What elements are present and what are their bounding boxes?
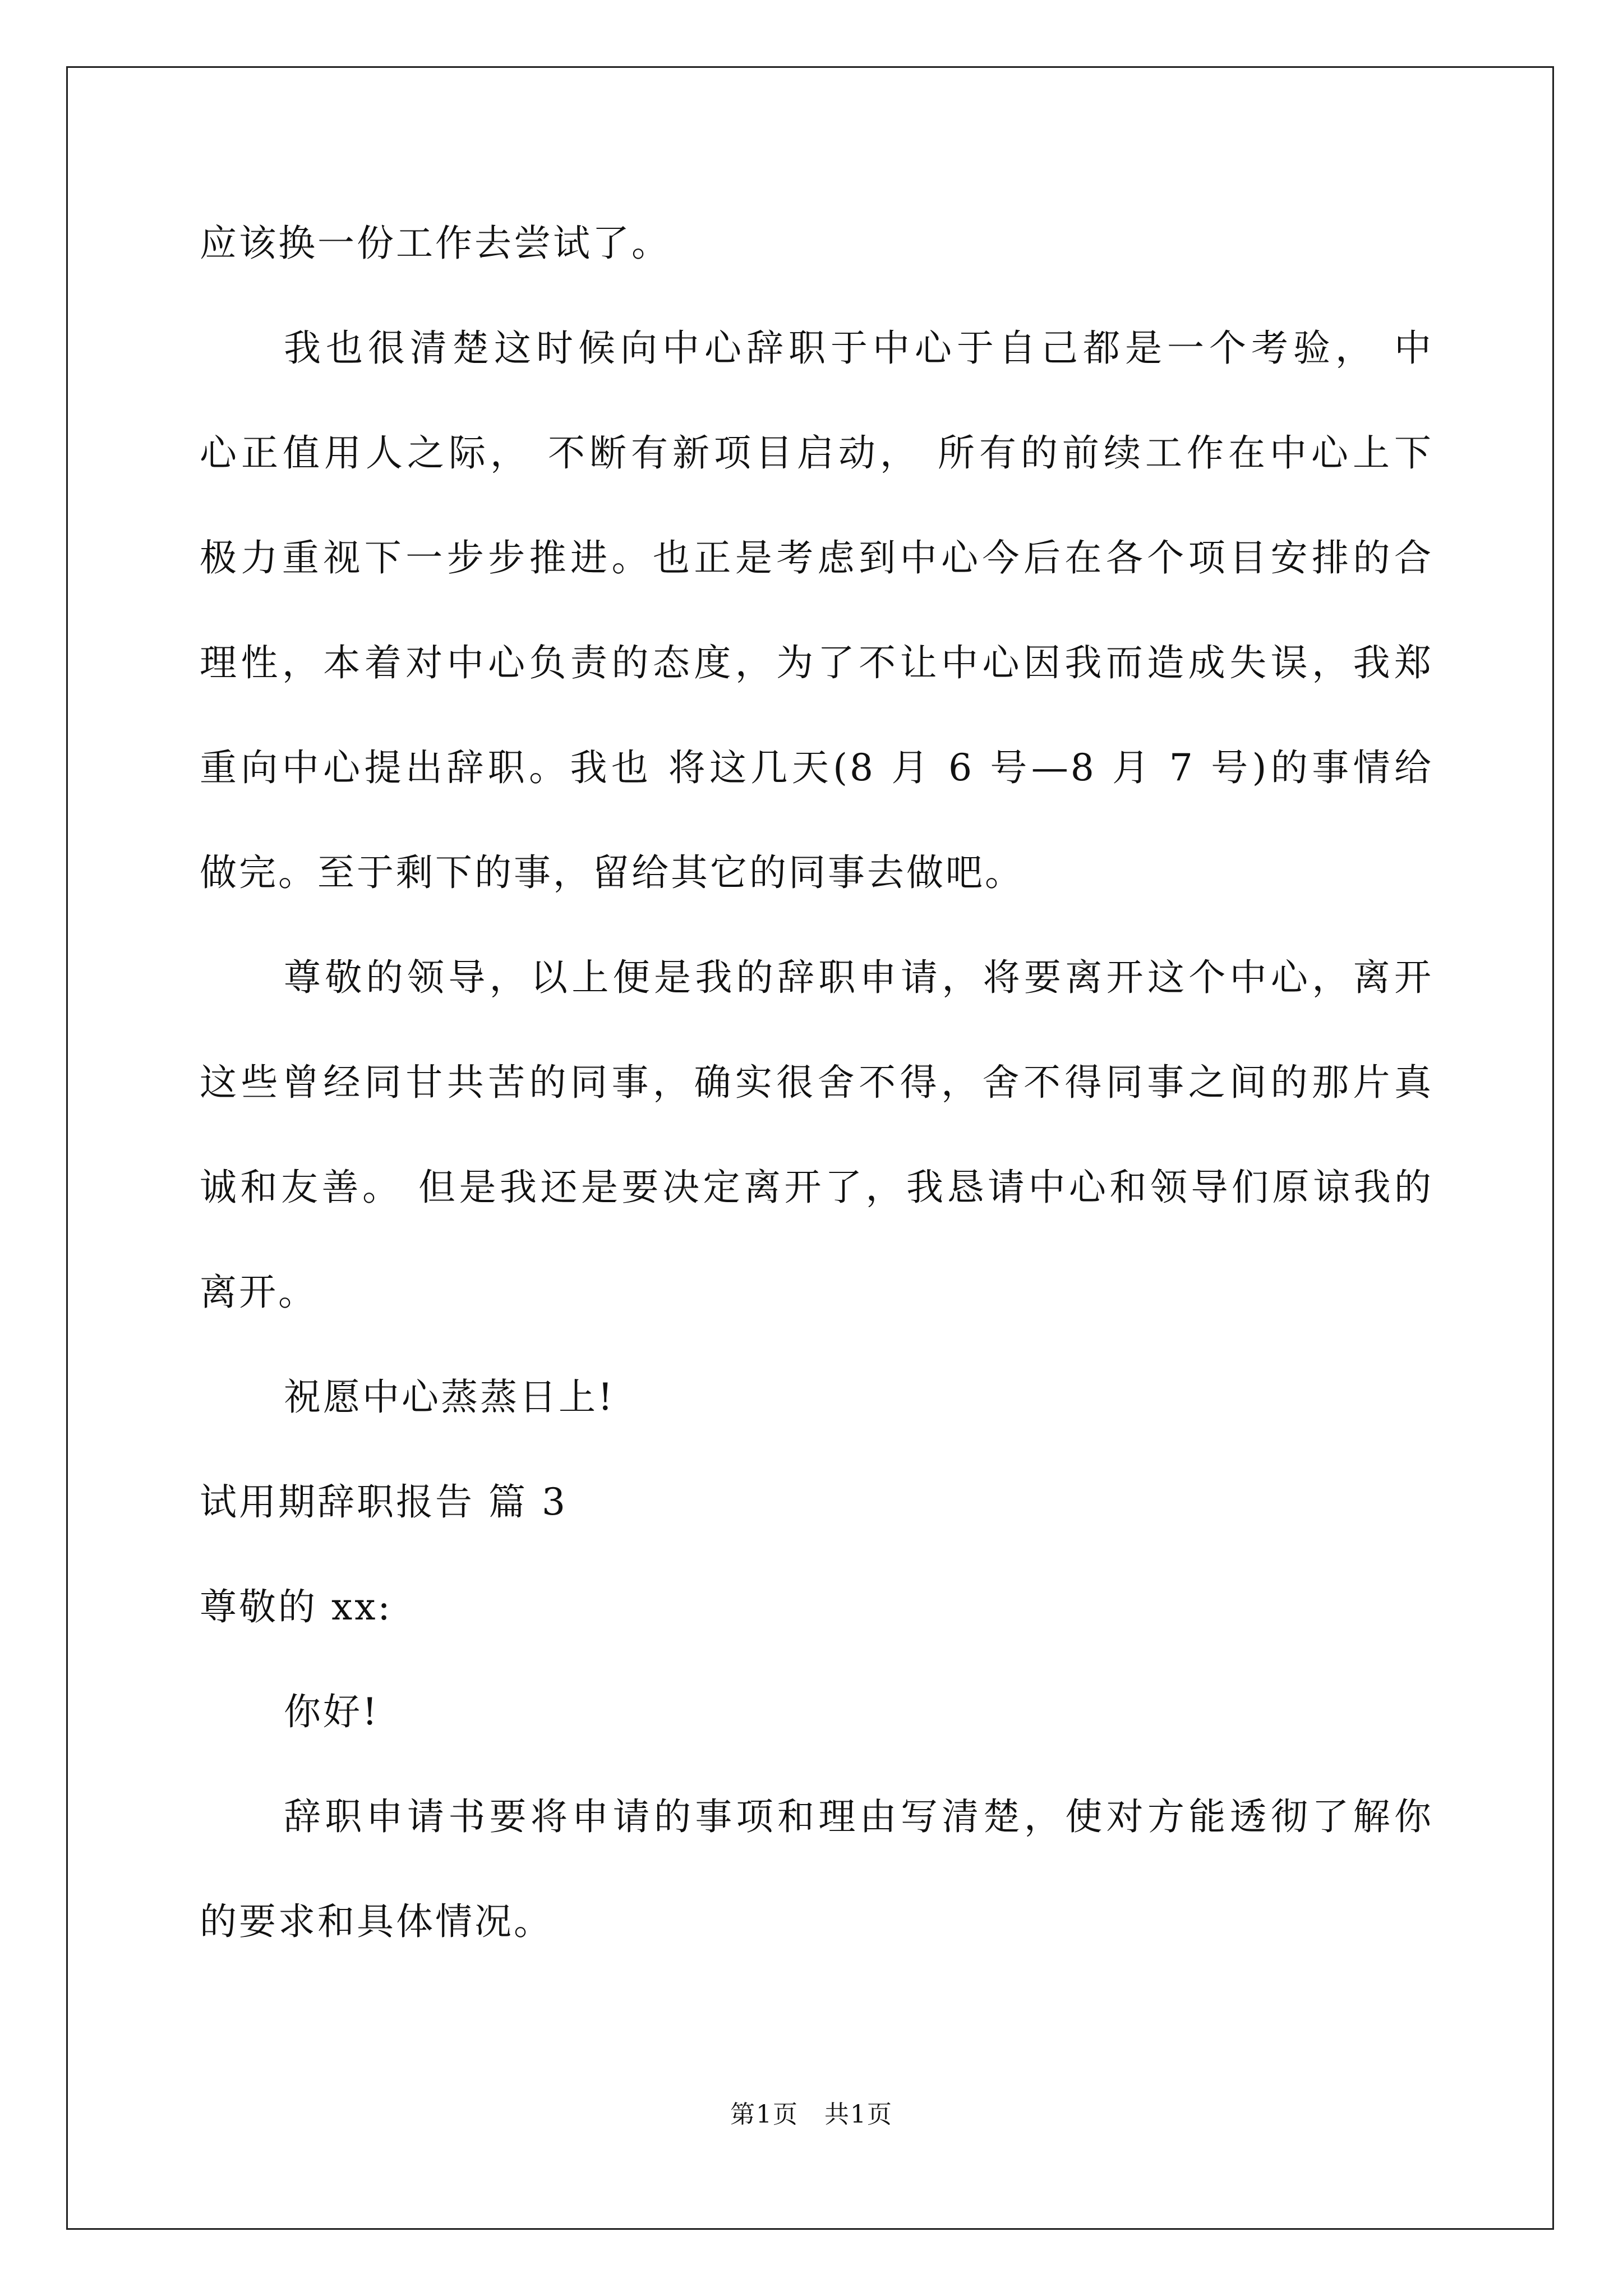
body-line: 离开。 [200, 1271, 317, 1314]
body-line: 应该换一份工作去尝试了。 [200, 222, 671, 265]
greeting: 你好! [284, 1690, 380, 1733]
body-line: 辞职申请书要将申请的事项和理由写清楚，使对方能透彻了解你 [284, 1795, 1433, 1838]
body-line: 诚和友善。 但是我还是要决定离开了，我恳请中心和领导们原谅我的 [200, 1166, 1433, 1209]
salutation: 尊敬的 xx: [200, 1585, 393, 1628]
body-line: 心正值用人之际， 不断有新项目启动， 所有的前续工作在中心上下 [200, 431, 1433, 475]
body-line: 的要求和具体情况。 [200, 1900, 553, 1943]
document-body [200, 191, 1433, 1974]
body-line: 尊敬的领导，以上便是我的辞职申请，将要离开这个中心，离开 [284, 956, 1433, 999]
body-line: 做完。至于剩下的事，留给其它的同事去做吧。 [200, 851, 1024, 894]
body-line: 重向中心提出辞职。我也 将这几天(8 月 6 号—8 月 7 号)的事情给 [200, 746, 1433, 789]
body-line: 这些曾经同甘共苦的同事，确实很舍不得，舍不得同事之间的那片真 [200, 1061, 1433, 1104]
body-line: 我也很清楚这时候向中心辞职于中心于自己都是一个考验， 中 [284, 326, 1433, 370]
closing-wish: 祝愿中心蒸蒸日上! [284, 1375, 615, 1419]
section-heading: 试用期辞职报告 篇 3 [200, 1480, 568, 1524]
body-line: 极力重视下一步步推进。也正是考虑到中心今后在各个项目安排的合 [200, 536, 1433, 579]
body-line: 理性，本着对中心负责的态度，为了不让中心因我而造成失误，我郑 [200, 641, 1433, 684]
page-footer: 第1页 共1页 [730, 2100, 893, 2129]
